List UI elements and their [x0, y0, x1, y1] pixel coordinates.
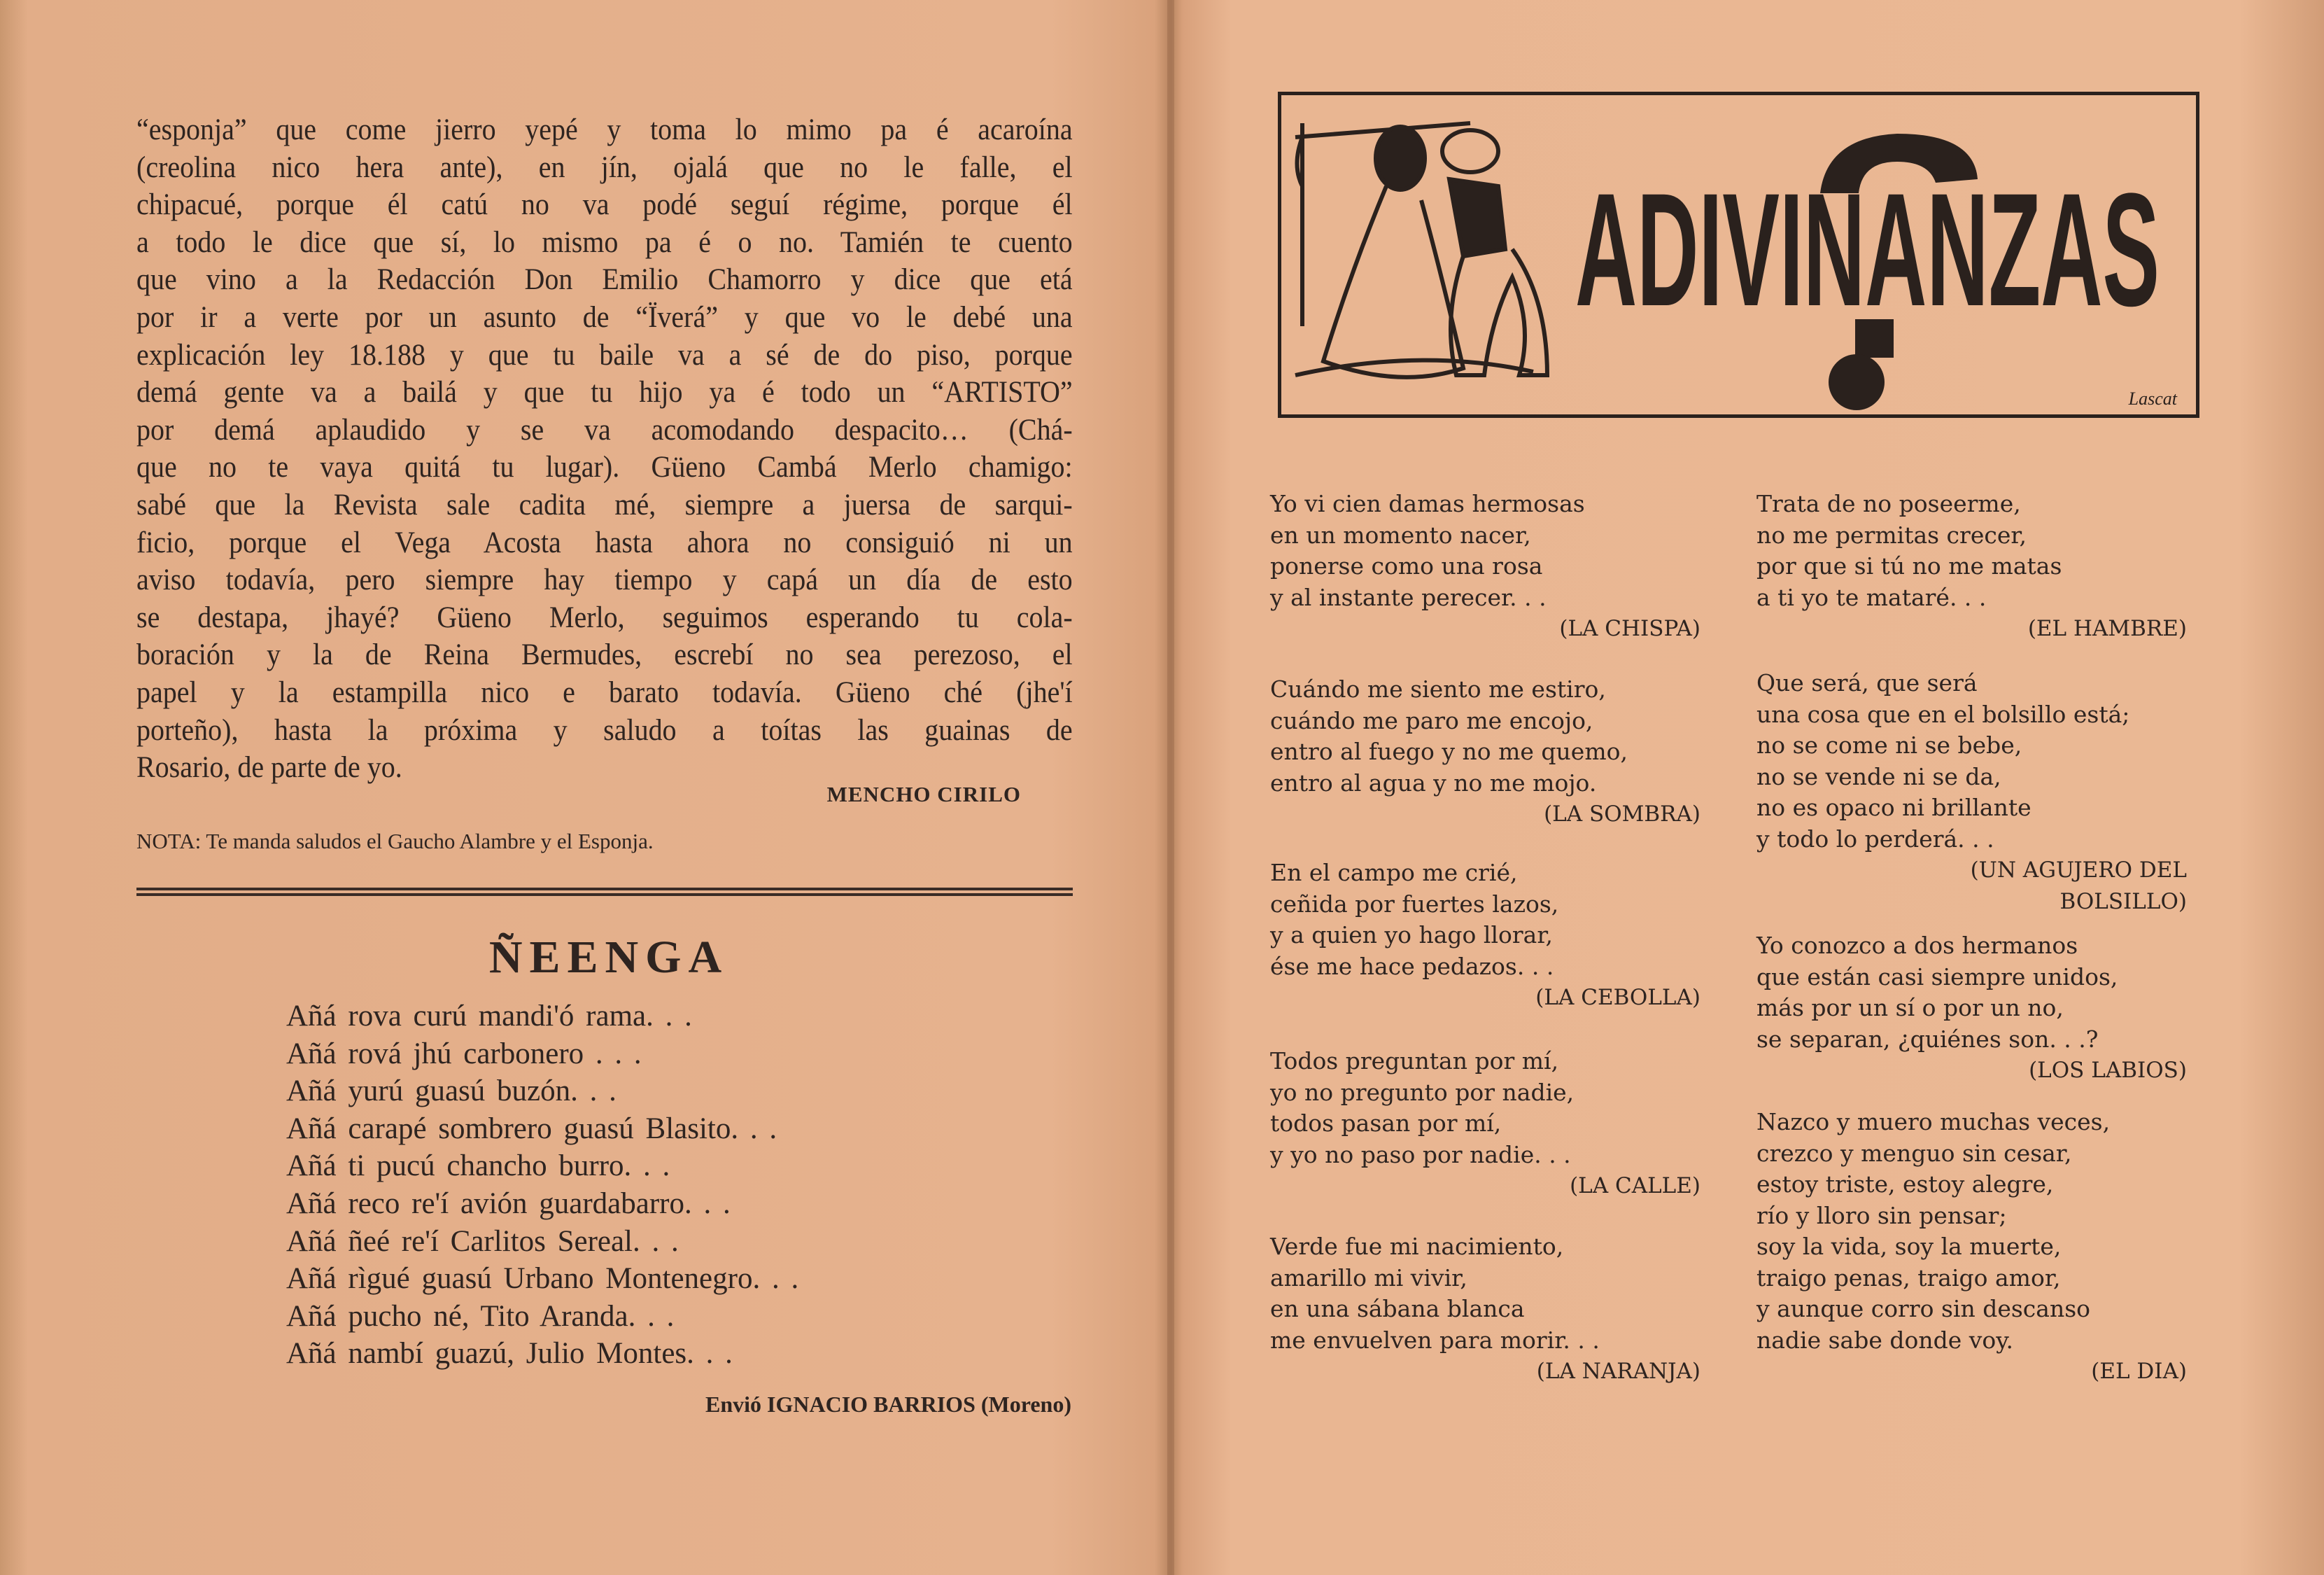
- letter-note: NOTA: Te manda saludos el Gaucho Alambre y el Esponja.: [136, 829, 654, 853]
- letter-line: se destapa, jhayé? Güeno Merlo, seguimos esperando tu cola-: [136, 601, 1073, 634]
- riddle: [1270, 858, 1700, 1014]
- riddle: [1270, 489, 1700, 645]
- riddle-line: en un momento nacer,: [1270, 521, 1531, 549]
- riddle-line: ceñida por fuertes lazos,: [1270, 890, 1559, 918]
- riddle-line: crezco y menguo sin cesar,: [1756, 1139, 2072, 1167]
- letter-line: porteño), hasta la próxima y saludo a toítas las guainas de: [136, 713, 1073, 747]
- neenga-credit: Envió IGNACIO BARRIOS (Moreno): [705, 1392, 1071, 1417]
- riddle-line: no se vende ni se da,: [1756, 762, 2001, 790]
- riddle-line: más por un sí o por un no,: [1756, 994, 2064, 1021]
- riddle-line: todos pasan por mí,: [1270, 1110, 1502, 1137]
- riddle-line: amarillo mi vivir,: [1270, 1264, 1467, 1292]
- riddle: [1756, 1107, 2187, 1387]
- letter-line: chipacué, porque él catú no va podé seguí régime, porque él: [136, 188, 1073, 222]
- riddle-line: Cuándo me siento me estiro,: [1270, 676, 1606, 703]
- riddle-line: me envuelven para morir. . .: [1270, 1326, 1600, 1354]
- riddle-line: y al instante perecer. . .: [1270, 583, 1547, 611]
- neenga-line: Añá rova curú mandi'ó rama. . .: [286, 1000, 692, 1032]
- neenga-line: Añá ti pucú chancho burro. . .: [286, 1149, 670, 1183]
- riddle-line: se separan, ¿quiénes son. . .?: [1756, 1025, 2099, 1053]
- riddle-answer: BOLSILLO): [2059, 888, 2187, 914]
- riddle: [1270, 1231, 1700, 1387]
- riddle-line: una cosa que en el bolsillo está;: [1756, 700, 2130, 728]
- letter-line: papel y la estampilla nico e barato todavía. Güeno ché (jhe'í: [136, 676, 1073, 709]
- riddle-line: y todo lo perderá. . .: [1756, 825, 1994, 853]
- letter-line: por ir a verte por un asunto de “Ïverá” y que vo le debé una: [136, 300, 1073, 334]
- riddle: [1270, 1046, 1700, 1202]
- riddle-answer: (EL HAMBRE): [2027, 616, 2187, 641]
- riddle-answer: (LA SOMBRA): [1544, 802, 1700, 827]
- riddle-line: nadie sabe donde voy.: [1756, 1326, 2014, 1354]
- riddle-line: traigo penas, traigo amor,: [1756, 1264, 2061, 1292]
- riddle-line: que están casi siempre unidos,: [1756, 962, 2118, 990]
- letter-line: a todo le dice que sí, lo mismo pa é o no. Tamién te cuento: [136, 225, 1073, 259]
- riddle-line: entro al fuego y no me quemo,: [1270, 738, 1628, 765]
- header-illustration: [1281, 95, 2196, 414]
- riddle-answer: (LA CEBOLLA): [1535, 985, 1700, 1010]
- riddle: [1756, 668, 2187, 917]
- riddle-line: soy la vida, soy la muerte,: [1756, 1233, 2062, 1260]
- riddle: [1756, 489, 2187, 645]
- letter-line: Rosario, de parte de yo.: [136, 751, 402, 785]
- riddle-line: y a quien yo hago llorar,: [1270, 921, 1553, 948]
- header-title: ADIVINANZAS: [1575, 160, 2160, 340]
- letter-line: que vino a la Redacción Don Emilio Chamorro y dice que etá: [136, 263, 1073, 297]
- riddle-answer: (LA CALLE): [1570, 1173, 1700, 1198]
- riddle-line: no es opaco ni brillante: [1756, 794, 2031, 821]
- riddle: [1270, 674, 1700, 830]
- letter-line: que no te vaya quitá tu lugar). Güeno Cambá Merlo chamigo:: [136, 451, 1073, 484]
- letter-line: ficio, porque el Vega Acosta hasta ahora no consiguió ni un: [136, 526, 1073, 559]
- neenga-line: Añá nambí guazú, Julio Montes. . .: [286, 1337, 733, 1371]
- riddle-answer: (LA CHISPA): [1559, 616, 1700, 641]
- riddle-line: Trata de no poseerme,: [1756, 490, 2021, 517]
- riddle-answer: (EL DIA): [2091, 1359, 2187, 1384]
- letter-line: (creolina nico hera ante), en jín, ojalá que no le falle, el: [136, 150, 1073, 184]
- neenga-line: Añá ñeé re'í Carlitos Sereal. . .: [286, 1224, 679, 1258]
- riddle-line: Nazco y muero muchas veces,: [1756, 1108, 2111, 1135]
- riddle-line: yo no pregunto por nadie,: [1270, 1078, 1575, 1106]
- letter-body: [136, 111, 1073, 787]
- riddle-line: entro al agua y no me mojo.: [1270, 769, 1597, 797]
- riddle-line: En el campo me crié,: [1270, 859, 1518, 886]
- riddle-line: a ti yo te mataré. . .: [1756, 583, 1987, 611]
- letter-line: explicación ley 18.188 y que tu baile va a sé de do piso, porque: [136, 338, 1073, 372]
- letter-line: boración y la de Reina Bermudes, escrebí no sea perezoso, el: [136, 638, 1073, 672]
- illustrator-signature: Lascat: [2128, 388, 2177, 409]
- riddle-answer: (LOS LABIOS): [2029, 1058, 2187, 1083]
- riddle-line: y aunque corro sin descanso: [1756, 1295, 2091, 1322]
- riddle-line: no me permitas crecer,: [1756, 521, 2027, 549]
- letter-signature: MENCHO CIRILO: [826, 782, 1021, 806]
- riddle-line: Que será, que será: [1756, 669, 1978, 696]
- riddle-line: y yo no paso por nadie. . .: [1270, 1140, 1571, 1168]
- adivinanzas-header: [1278, 92, 2199, 418]
- riddle-answer: (UN AGUJERO DEL: [1970, 858, 2187, 883]
- riddle-line: Verde fue mi nacimiento,: [1270, 1233, 1564, 1260]
- double-rule-divider: [136, 888, 1073, 896]
- riddle-line: Todos preguntan por mí,: [1270, 1047, 1559, 1074]
- riddle-line: por que si tú no me matas: [1756, 552, 2062, 580]
- neenga-line: Añá reco re'í avión guardabarro. . .: [286, 1186, 731, 1220]
- riddle-line: ése me hace pedazos. . .: [1270, 952, 1554, 980]
- letter-line: “esponja” que come jierro yepé y toma lo mimo pa é acaroína: [136, 113, 1073, 146]
- letter-line: por demá aplaudido y se va acomodando despacito… (Chá-: [136, 413, 1073, 447]
- neenga-line: Añá rová jhú carbonero . . .: [286, 1037, 642, 1070]
- riddle-line: cuándo me paro me encojo,: [1270, 706, 1593, 734]
- neenga-line: Añá carapé sombrero guasú Blasito. . .: [286, 1112, 777, 1145]
- riddle: [1756, 930, 2187, 1086]
- riddle-line: río y lloro sin pensar;: [1756, 1201, 2007, 1229]
- neenga-line: Añá pucho né, Tito Aranda. . .: [286, 1299, 675, 1333]
- riddle-line: estoy triste, estoy alegre,: [1756, 1170, 2054, 1198]
- neenga-line: Añá rìgué guasú Urbano Montenegro. . .: [286, 1262, 799, 1296]
- page-gutter: [1167, 0, 1174, 1575]
- letter-line: sabé que la Revista sale cadita mé, siempre a juersa de sarqui-: [136, 488, 1073, 522]
- riddle-line: ponerse como una rosa: [1270, 552, 1543, 580]
- neenga-list: [286, 997, 798, 1373]
- neenga-line: Añá yurú guasú buzón. . .: [286, 1074, 617, 1108]
- riddle-line: Yo vi cien damas hermosas: [1270, 490, 1585, 517]
- letter-line: demá gente va a bailá y que tu hijo ya é todo un “ARTISTO”: [136, 376, 1073, 410]
- riddle-line: en una sábana blanca: [1270, 1295, 1525, 1322]
- riddle-line: Yo conozco a dos hermanos: [1756, 932, 2078, 959]
- dancing-couple-illustration: [1295, 123, 1547, 377]
- letter-line: aviso todavía, pero siempre hay tiempo y capá un día de esto: [136, 564, 1073, 597]
- neenga-title: ÑEENGA: [488, 932, 729, 983]
- riddle-answer: (LA NARANJA): [1536, 1359, 1700, 1384]
- riddle-line: no se come ni se bebe,: [1756, 732, 2022, 759]
